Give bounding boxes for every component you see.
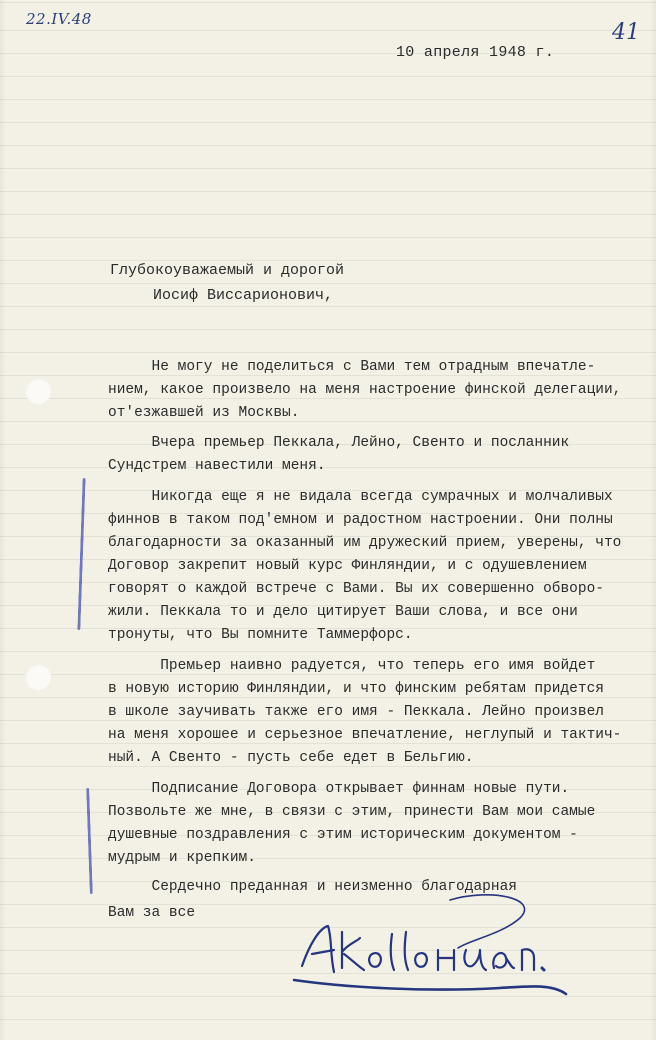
archive-date-note: 22.IV.48 — [26, 10, 92, 28]
closing-line-2: Вам за все — [108, 905, 196, 921]
handwritten-signature — [290, 888, 570, 1008]
paragraph-5: Подписание Договора открывает финнам новые пути. Позвольте же мне, в связи с этим, принести Вам мои самые душевные поздравления с этим историческим документом - мудрым и крепким. — [108, 781, 596, 866]
margin-pencil-mark-1 — [77, 478, 85, 630]
archive-page-number: 41 — [612, 20, 640, 45]
punch-hole-top — [25, 378, 51, 404]
closing-line-1: Сердечно преданная и неизменно благодарная — [108, 879, 517, 895]
paragraph-3: Никогда еще я не видала всегда сумрачных и молчаливых финнов в таком под'емном и радостном настроении. Они полны благодарности за оказанный им дружеский прием, уверены, что Договор закрепит новый курс Финляндии, и с одушевлением говорят о каждой встрече с Вами. Вы их совершенно обворо- жили. Пеккала то и дело цитирует Ваши слова, и все они тронуты, что Вы помните Таммерфорс. — [108, 489, 622, 643]
salutation — [110, 258, 344, 308]
letter-date: 10 апреля 1948 г. — [396, 44, 555, 61]
paper-left-edge — [0, 0, 6, 1040]
paragraph-2: Вчера премьер Пеккала, Лейно, Свенто и посланник Сундстрем навестили меня. — [108, 435, 570, 474]
punch-hole-bottom — [25, 664, 51, 690]
paragraph-4: Премьер наивно радуется, что теперь его имя войдет в новую историю Финляндии, и что финским ребятам придется в школе заучивать также его имя - Пеккала. Лейно произвел на меня хорошее и серьезное впечатление, неглупый и тактич- ный. А Свенто - пусть себе едет в Бельгию. — [108, 658, 622, 766]
salutation-line-1: Глубокоуважаемый и дорогой — [110, 262, 345, 279]
salutation-line-2: Иосиф Виссарионович, — [153, 287, 334, 304]
paragraph-1: Не могу не поделиться с Вами тем отрадным впечатле- нием, какое произвело на меня настроение финской делегации, от'езжавшей из Москвы. — [108, 359, 622, 421]
margin-pencil-mark-2 — [86, 788, 93, 894]
